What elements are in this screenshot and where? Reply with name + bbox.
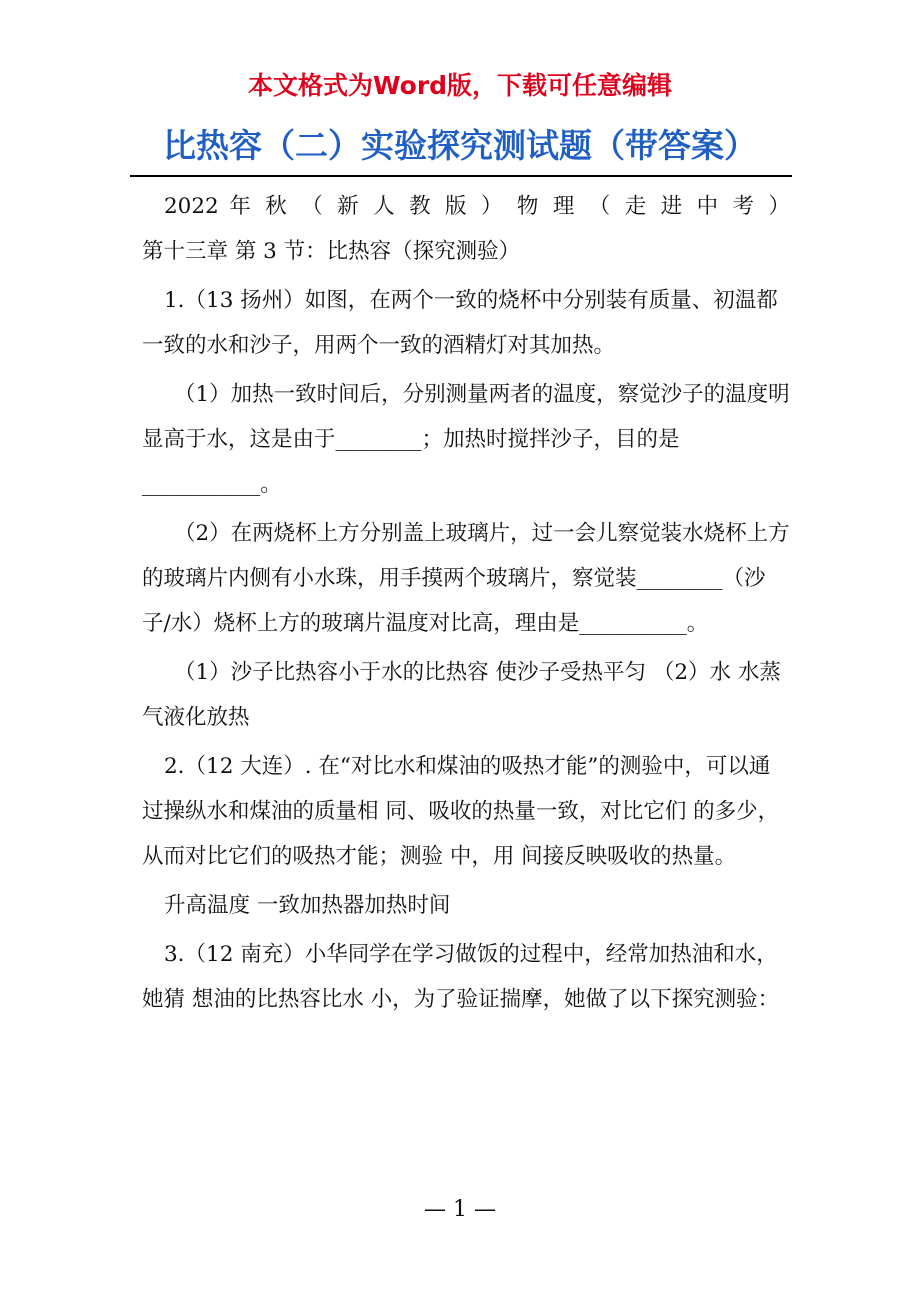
answer-2: 升高温度 一致加热器加热时间 xyxy=(164,893,451,918)
title-divider xyxy=(130,175,792,177)
question-1: 1.（13 扬州）如图，在两个一致的烧杯中分别装有质量、初温都一致的水和沙子，用两个一致的酒精灯对其加热。 xyxy=(142,288,778,358)
question-3: 3.（12 南充）小华同学在学习做饭的过程中，经常加热油和水，她猜 想油的比热容比水 小，为了验证揣摩，她做了以下探究测验： xyxy=(142,942,780,1012)
document-body xyxy=(142,184,790,1022)
page-number: — 1 — xyxy=(424,1197,496,1222)
header-line: 2022 年 秋 （ 新 人 教 版 ） 物 理 （ 走 进 中 考 ） xyxy=(164,194,790,219)
question-1-part-1: （1）加热一致时间后，分别测量两者的温度，察觉沙子的温度明显高于水，这是由于________；加热时搅拌沙子，目的是___________。 xyxy=(142,382,790,497)
document-title: 比热容（二）实验探究测试题（带答案） xyxy=(163,126,757,165)
question-2: 2.（12 大连）. 在“对比水和煤油的吸热才能”的测验中，可以通过操纵水和煤油的质量相 同、吸收的热量一致，对比它们 的多少，从而对比它们的吸热才能；测验 中，用 间接反映吸收的热量。 xyxy=(142,754,780,869)
chapter-line: 第十三章 第 3 节：比热容（探究测验） xyxy=(142,239,521,264)
question-1-part-2: （2）在两烧杯上方分别盖上玻璃片，过一会儿察觉装水烧杯上方的玻璃片内侧有小水珠，用手摸两个玻璃片，察觉装________（沙子/水）烧杯上方的玻璃片温度对比高，理由是__________。 xyxy=(142,521,790,636)
answer-1: （1）沙子比热容小于水的比热容 使沙子受热平匀 （2）水 水蒸气液化放热 xyxy=(142,660,781,730)
format-notice: 本文格式为Word版，下载可任意编辑 xyxy=(247,71,673,100)
